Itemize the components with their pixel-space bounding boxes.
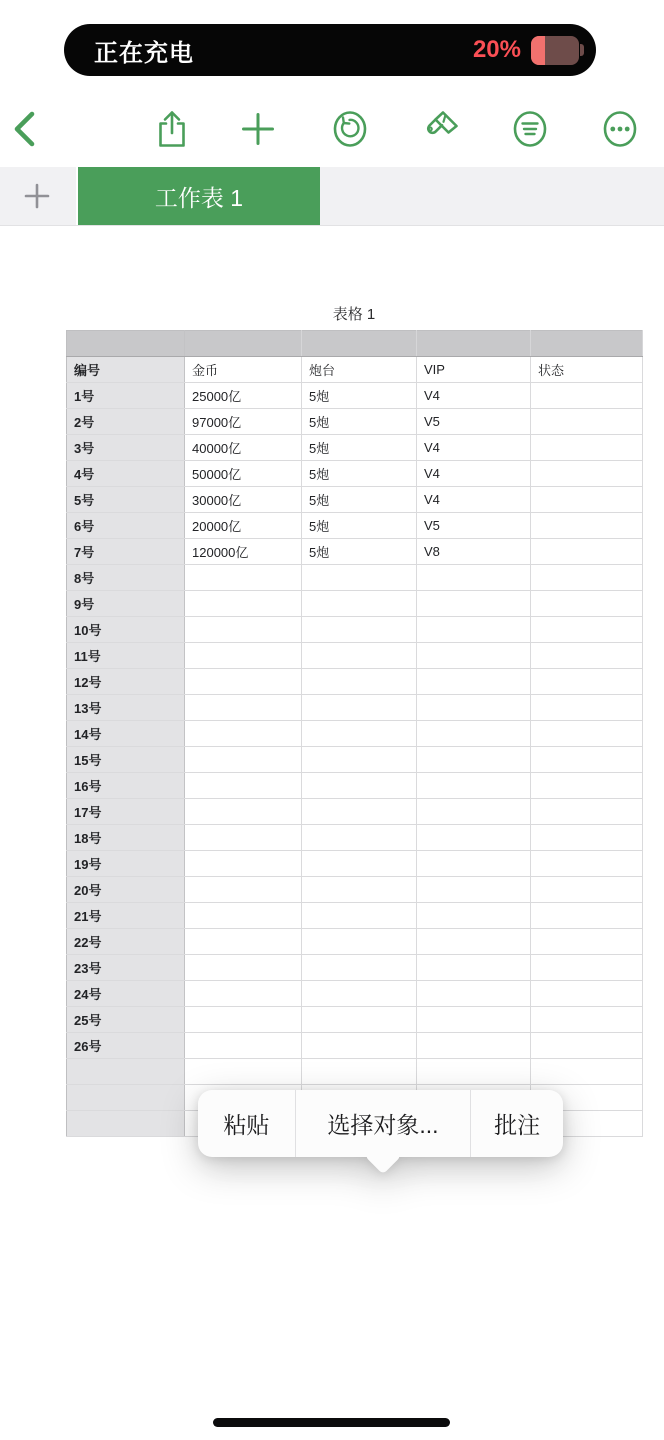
home-indicator[interactable] (213, 1418, 450, 1427)
data-cell[interactable] (417, 1059, 531, 1085)
data-cell[interactable] (417, 565, 531, 591)
spreadsheet-table (66, 330, 643, 1137)
data-cell[interactable] (531, 929, 643, 955)
data-cell[interactable] (531, 513, 643, 539)
data-cell[interactable] (531, 799, 643, 825)
data-cell[interactable] (531, 643, 643, 669)
data-cell[interactable] (417, 929, 531, 955)
table-row (67, 487, 643, 513)
data-cell[interactable] (302, 747, 417, 773)
data-cell[interactable] (417, 695, 531, 721)
table-row (67, 643, 643, 669)
row-label-cell[interactable]: 4号 (67, 461, 185, 487)
format-button[interactable] (418, 107, 462, 151)
data-cell[interactable] (185, 721, 302, 747)
undo-button[interactable] (328, 107, 372, 151)
column-header-cell[interactable]: 炮台 (302, 357, 417, 383)
data-cell[interactable] (302, 1033, 417, 1059)
header-cell[interactable] (531, 331, 643, 357)
table-row (67, 877, 643, 903)
table-row (67, 799, 643, 825)
row-label-cell[interactable]: 26号 (67, 1033, 185, 1059)
data-cell[interactable] (531, 981, 643, 1007)
data-cell[interactable] (417, 825, 531, 851)
table-row (67, 435, 643, 461)
row-label-cell[interactable] (67, 1111, 185, 1137)
data-cell[interactable] (417, 721, 531, 747)
row-label-cell[interactable]: 15号 (67, 747, 185, 773)
data-cell[interactable] (417, 617, 531, 643)
data-cell[interactable] (417, 955, 531, 981)
more-button[interactable] (598, 107, 642, 151)
data-cell[interactable] (531, 1007, 643, 1033)
data-cell[interactable]: 5炮 (302, 513, 417, 539)
data-cell[interactable] (302, 1007, 417, 1033)
data-cell[interactable]: 5炮 (302, 461, 417, 487)
context-menu (198, 1090, 563, 1157)
data-cell[interactable] (417, 851, 531, 877)
data-cell[interactable] (185, 799, 302, 825)
data-cell[interactable] (531, 539, 643, 565)
row-label-cell[interactable]: 22号 (67, 929, 185, 955)
row-label-cell[interactable]: 23号 (67, 955, 185, 981)
data-cell[interactable] (302, 955, 417, 981)
header-cell[interactable] (302, 331, 417, 357)
data-cell[interactable] (531, 695, 643, 721)
share-icon (150, 107, 194, 151)
row-label-cell[interactable] (67, 1059, 185, 1085)
data-cell[interactable] (302, 877, 417, 903)
table-row (67, 695, 643, 721)
data-cell[interactable] (417, 981, 531, 1007)
format-brush-icon (418, 107, 462, 151)
table-row (67, 1059, 643, 1085)
data-cell[interactable] (185, 955, 302, 981)
data-cell[interactable] (417, 903, 531, 929)
data-cell[interactable] (302, 695, 417, 721)
back-button[interactable] (5, 107, 49, 151)
row-label-cell[interactable]: 24号 (67, 981, 185, 1007)
row-label-cell[interactable]: 12号 (67, 669, 185, 695)
table-row (67, 669, 643, 695)
row-label-cell[interactable]: 9号 (67, 591, 185, 617)
battery-fill (531, 36, 545, 65)
data-cell[interactable]: V8 (417, 539, 531, 565)
data-cell[interactable] (417, 747, 531, 773)
data-cell[interactable]: 5炮 (302, 539, 417, 565)
sheet-tab-bar (0, 167, 664, 226)
data-cell[interactable] (531, 487, 643, 513)
row-label-cell[interactable]: 10号 (67, 617, 185, 643)
row-label-cell[interactable]: 3号 (67, 435, 185, 461)
menu-item-comment[interactable]: 批注 (470, 1090, 563, 1157)
data-cell[interactable] (185, 1007, 302, 1033)
data-cell[interactable]: 5炮 (302, 487, 417, 513)
data-cell[interactable] (302, 851, 417, 877)
row-label-cell[interactable]: 11号 (67, 643, 185, 669)
plus-icon (236, 107, 280, 151)
data-cell[interactable] (185, 643, 302, 669)
battery-percent-label: 20% (472, 36, 521, 63)
table-row (67, 461, 643, 487)
table-body (67, 383, 643, 1137)
menu-item-paste[interactable]: 粘贴 (223, 1112, 270, 1138)
table-row (67, 1033, 643, 1059)
data-cell[interactable] (185, 565, 302, 591)
data-cell[interactable]: V5 (417, 513, 531, 539)
data-cell[interactable] (185, 669, 302, 695)
data-cell[interactable] (531, 851, 643, 877)
data-cell[interactable] (302, 903, 417, 929)
add-sheet-plus-icon (20, 179, 54, 213)
row-label-cell[interactable]: 2号 (67, 409, 185, 435)
data-cell[interactable] (302, 1059, 417, 1085)
share-button[interactable] (150, 107, 194, 151)
table-row (67, 539, 643, 565)
header-cell[interactable] (417, 331, 531, 357)
row-label-cell[interactable]: 7号 (67, 539, 185, 565)
data-cell[interactable] (531, 591, 643, 617)
data-cell[interactable] (302, 591, 417, 617)
data-cell[interactable] (302, 799, 417, 825)
table-title: 表格 1 (332, 306, 376, 323)
data-cell[interactable] (302, 565, 417, 591)
data-cell[interactable]: V4 (417, 435, 531, 461)
row-label-cell[interactable]: 17号 (67, 799, 185, 825)
row-label-cell[interactable]: 25号 (67, 1007, 185, 1033)
charging-status-label: 正在充电 (94, 39, 194, 67)
data-cell[interactable] (185, 591, 302, 617)
row-label-cell[interactable]: 16号 (67, 773, 185, 799)
filter-icon (508, 107, 552, 151)
row-label-cell[interactable]: 14号 (67, 721, 185, 747)
data-cell[interactable] (531, 1059, 643, 1085)
data-cell[interactable]: V5 (417, 409, 531, 435)
data-cell[interactable] (302, 721, 417, 747)
table-row (67, 513, 643, 539)
data-cell[interactable] (302, 617, 417, 643)
data-cell[interactable]: 25000亿 (185, 383, 302, 409)
data-cell[interactable] (417, 643, 531, 669)
data-cell[interactable] (417, 669, 531, 695)
data-cell[interactable]: 5炮 (302, 409, 417, 435)
data-cell[interactable] (185, 617, 302, 643)
data-cell[interactable]: 120000亿 (185, 539, 302, 565)
battery-group (473, 36, 584, 65)
data-cell[interactable] (531, 877, 643, 903)
data-cell[interactable]: V4 (417, 487, 531, 513)
data-cell[interactable]: 50000亿 (185, 461, 302, 487)
row-label-cell[interactable] (67, 1085, 185, 1111)
table-row (67, 721, 643, 747)
data-cell[interactable] (531, 435, 643, 461)
more-icon (598, 107, 642, 151)
data-cell[interactable] (531, 773, 643, 799)
data-cell[interactable]: 20000亿 (185, 513, 302, 539)
data-cell[interactable] (185, 929, 302, 955)
column-header-cell[interactable]: 状态 (531, 357, 643, 383)
table-row (67, 851, 643, 877)
battery-cap (580, 44, 584, 56)
table-row (67, 981, 643, 1007)
data-cell[interactable] (185, 903, 302, 929)
data-cell[interactable] (185, 981, 302, 1007)
data-cell[interactable] (531, 461, 643, 487)
column-header-cell[interactable]: VIP (417, 357, 531, 383)
status-banner (64, 24, 596, 76)
table-header-row (67, 331, 643, 357)
back-icon (5, 107, 49, 151)
data-cell[interactable] (302, 929, 417, 955)
data-cell[interactable] (417, 591, 531, 617)
data-cell[interactable] (185, 695, 302, 721)
row-label-cell[interactable]: 19号 (67, 851, 185, 877)
row-label-cell[interactable]: 13号 (67, 695, 185, 721)
table-row (67, 617, 643, 643)
column-header-cell[interactable]: 编号 (67, 357, 185, 383)
row-label-cell[interactable]: 6号 (67, 513, 185, 539)
data-cell[interactable] (185, 747, 302, 773)
data-cell[interactable] (302, 825, 417, 851)
data-cell[interactable] (302, 643, 417, 669)
table-row (67, 383, 643, 409)
data-cell[interactable]: 5炮 (302, 383, 417, 409)
data-cell[interactable] (531, 669, 643, 695)
row-label-cell[interactable]: 18号 (67, 825, 185, 851)
filter-button[interactable] (508, 107, 552, 151)
data-cell[interactable]: 5炮 (302, 435, 417, 461)
data-cell[interactable]: V4 (417, 461, 531, 487)
data-cell[interactable] (531, 617, 643, 643)
data-cell[interactable]: 30000亿 (185, 487, 302, 513)
table-row (67, 409, 643, 435)
header-cell[interactable] (185, 331, 302, 357)
data-cell[interactable] (185, 877, 302, 903)
column-header-row (67, 357, 643, 383)
data-cell[interactable] (417, 877, 531, 903)
table-row (67, 565, 643, 591)
data-cell[interactable] (417, 799, 531, 825)
data-cell[interactable] (531, 565, 643, 591)
data-cell[interactable] (185, 1059, 302, 1085)
table-row (67, 773, 643, 799)
context-menu-bar (198, 1090, 563, 1157)
data-cell[interactable] (302, 773, 417, 799)
undo-icon (328, 107, 372, 151)
data-cell[interactable]: 40000亿 (185, 435, 302, 461)
data-cell[interactable]: V4 (417, 383, 531, 409)
data-cell[interactable] (531, 409, 643, 435)
battery-icon (531, 36, 579, 65)
data-cell[interactable] (302, 981, 417, 1007)
column-header-cell[interactable]: 金币 (185, 357, 302, 383)
table-row (67, 825, 643, 851)
row-label-cell[interactable]: 5号 (67, 487, 185, 513)
table-row (67, 591, 643, 617)
data-cell[interactable] (417, 1007, 531, 1033)
add-button[interactable] (236, 107, 280, 151)
data-cell[interactable] (185, 773, 302, 799)
data-cell[interactable] (531, 747, 643, 773)
table-row (67, 747, 643, 773)
data-cell[interactable] (185, 851, 302, 877)
add-sheet-button[interactable] (0, 167, 74, 225)
row-label-cell[interactable]: 1号 (67, 383, 185, 409)
data-cell[interactable] (185, 1033, 302, 1059)
table-row (67, 955, 643, 981)
row-label-cell[interactable]: 21号 (67, 903, 185, 929)
header-cell[interactable] (67, 331, 185, 357)
sheet-tab-worksheet-1[interactable]: 工作表 1 (76, 167, 320, 225)
table-row (67, 929, 643, 955)
data-cell[interactable] (531, 1033, 643, 1059)
data-cell[interactable] (417, 773, 531, 799)
table-row (67, 903, 643, 929)
data-cell[interactable] (302, 669, 417, 695)
data-cell[interactable] (531, 903, 643, 929)
row-label-cell[interactable]: 20号 (67, 877, 185, 903)
table-row (67, 1007, 643, 1033)
menu-item-select-objects[interactable]: 选择对象... (295, 1090, 471, 1157)
row-label-cell[interactable]: 8号 (67, 565, 185, 591)
data-cell[interactable] (531, 955, 643, 981)
data-cell[interactable] (531, 383, 643, 409)
data-cell[interactable] (185, 825, 302, 851)
toolbar (0, 100, 664, 158)
data-cell[interactable] (531, 721, 643, 747)
data-cell[interactable] (531, 825, 643, 851)
data-cell[interactable] (417, 1033, 531, 1059)
data-cell[interactable]: 97000亿 (185, 409, 302, 435)
